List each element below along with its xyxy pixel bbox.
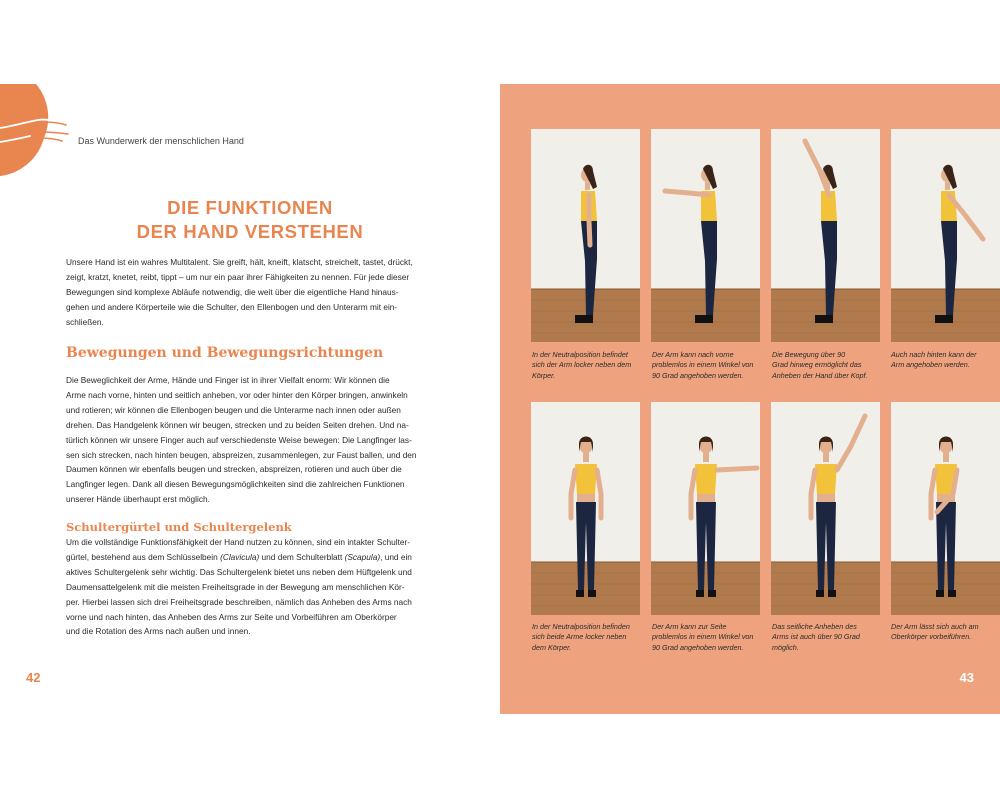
- section-heading: Bewegungen und Bewegungsrichtungen: [66, 345, 384, 361]
- text-run: und dem Schulterblatt: [259, 551, 345, 562]
- caption-line: Arms ist auch über 90 Grad: [772, 632, 860, 642]
- caption-line: sich der Arm locker neben dem: [532, 360, 632, 370]
- caption-line: Das seitliche Anheben des: [772, 622, 857, 631]
- photo-caption: [652, 350, 764, 381]
- text-line: schließen.: [66, 316, 104, 327]
- text-line: Daumensattelgelenk mit die meisten Freiheitsgrade in der Bewegung am menschlichen Kör-: [66, 581, 405, 592]
- text-line: sen sich strecken, nach hinten beugen, abspreizen, zusammenlegen, zur Faust ballen, und den: [66, 449, 417, 460]
- photo-caption: [772, 350, 884, 381]
- exercise-photo: [891, 402, 1000, 615]
- caption-line: In der Neutralposition befinden: [532, 622, 630, 631]
- photo-caption: [532, 350, 644, 381]
- exercise-photo: [771, 402, 880, 615]
- text-run: , und ein: [380, 551, 412, 562]
- section-paragraph: [66, 373, 436, 507]
- caption-line: Grad hinweg ermöglicht das: [772, 360, 862, 370]
- right-page: [500, 84, 1000, 714]
- caption-line: 90 Grad angehoben werden.: [652, 370, 744, 380]
- caption-line: sich beide Arme locker neben: [532, 632, 627, 642]
- text-line: Daumen können wir ebenfalls beugen und strecken, abspreizen, rotieren und auch über die: [66, 464, 402, 475]
- text-line: drehen. Das Handgelenk können wir beugen, strecken und zu beiden Seiten drehen. Und na-: [66, 419, 409, 430]
- text-line: türlich können wir unsere Finger auch auf verschiedenste Weise bewegen: Die Langfinger las-: [66, 434, 412, 445]
- caption-line: Der Arm kann zur Seite: [652, 622, 727, 631]
- title-line: DIE FUNKTIONEN: [167, 197, 333, 218]
- photo-caption: [772, 622, 884, 653]
- text-line: Bewegungen sind komplexe Abläufe notwendig, die weit über die eigentliche Hand hinaus-: [66, 286, 399, 297]
- exercise-photo: [531, 402, 640, 615]
- text-line: Um die vollständige Funktionsfähigkeit der Hand nutzen zu können, sind ein intakter Schulter-: [66, 537, 411, 547]
- intro-paragraph: [66, 255, 436, 330]
- page-title: [0, 196, 500, 244]
- left-page: [0, 84, 500, 714]
- text-line: Arme nach vorne, hinten und seitlich anheben, vor oder hinter den Körper bringen, anwinkeln: [66, 389, 408, 400]
- caption-line: Der Arm lässt sich auch am: [891, 622, 979, 631]
- caption-line: Oberkörper vorbeiführen.: [891, 632, 972, 642]
- subsection-paragraph: [66, 535, 436, 639]
- caption-line: Arm angehoben werden.: [891, 360, 970, 370]
- text-line: zeigt, kratzt, knetet, reibt, tippt – um nur ein paar ihrer Fähigkeiten zu nennen. Für jede dieser: [66, 271, 410, 282]
- text-line: Unsere Hand ist ein wahres Multitalent. Sie greift, hält, kneift, klatscht, streichelt, tastet, drückt,: [66, 257, 413, 267]
- text-line: gehen und andere Körperteile wie die Schulter, den Ellenbogen und den Unterarm mit ein-: [66, 301, 398, 312]
- photo-caption: [652, 622, 764, 653]
- page-number: 43: [959, 670, 974, 685]
- subsection-heading: Schultergürtel und Schultergelenk: [66, 520, 292, 534]
- caption-line: In der Neutralposition befindet: [532, 350, 628, 359]
- text-line: [66, 550, 436, 565]
- text-line: unserer Hände überhaupt erst möglich.: [66, 494, 210, 505]
- exercise-photo: [651, 402, 760, 615]
- caption-line: Der Arm kann nach vorne: [652, 350, 734, 359]
- text-line: Die Beweglichkeit der Arme, Hände und Finger ist in ihrer Vielfalt enorm: Wir können die: [66, 375, 390, 385]
- caption-line: möglich.: [772, 642, 799, 652]
- photo-caption: [891, 622, 1000, 643]
- photo-caption: [891, 350, 1000, 371]
- text-line: und die Rotation des Arms nach außen und innen.: [66, 626, 251, 637]
- text-line: Langfinger legen. Dank all diesen Bewegungsmöglichkeiten sind die zahlreichen Funktionen: [66, 479, 405, 490]
- exercise-photo: [531, 129, 640, 342]
- photo-caption: [532, 622, 644, 653]
- exercise-photo: [891, 129, 1000, 342]
- exercise-photo: [771, 129, 880, 342]
- text-line: und rotieren; wir können die Ellenbogen beugen und die Unterarme nach innen oder außen: [66, 404, 401, 415]
- caption-line: problemlos in einem Winkel von: [652, 360, 754, 370]
- caption-line: Körper.: [532, 370, 556, 380]
- title-line: DER HAND VERSTEHEN: [136, 221, 364, 242]
- caption-line: dem Körper.: [532, 642, 572, 652]
- caption-line: 90 Grad angehoben werden.: [652, 642, 744, 652]
- text-run: gürtel, bestehend aus dem Schlüsselbein: [66, 551, 221, 562]
- text-line: per. Hierbei lassen sich drei Freiheitsgrade beschreiben, nämlich das Anheben des Arms nach: [66, 596, 412, 607]
- latin-term: (Scapula): [344, 551, 381, 562]
- caption-line: Auch nach hinten kann der: [891, 350, 977, 359]
- latin-term: (Clavicula): [220, 551, 260, 562]
- exercise-photo: [651, 129, 760, 342]
- text-line: vorne und nach hinten, das Anheben des Arms zur Seite und Vorbeiführen am Oberkörper: [66, 611, 397, 622]
- caption-line: Anheben der Hand über Kopf.: [772, 370, 868, 380]
- caption-line: Die Bewegung über 90: [772, 350, 846, 359]
- running-head: Das Wunderwerk der menschlichen Hand: [78, 136, 244, 146]
- page-number: 42: [26, 670, 41, 685]
- text-line: aktives Schultergelenk sehr wichtig. Das Schultergelenk bietet uns neben dem Hüftgelenk und: [66, 566, 412, 577]
- caption-line: problemlos in einem Winkel von: [652, 632, 754, 642]
